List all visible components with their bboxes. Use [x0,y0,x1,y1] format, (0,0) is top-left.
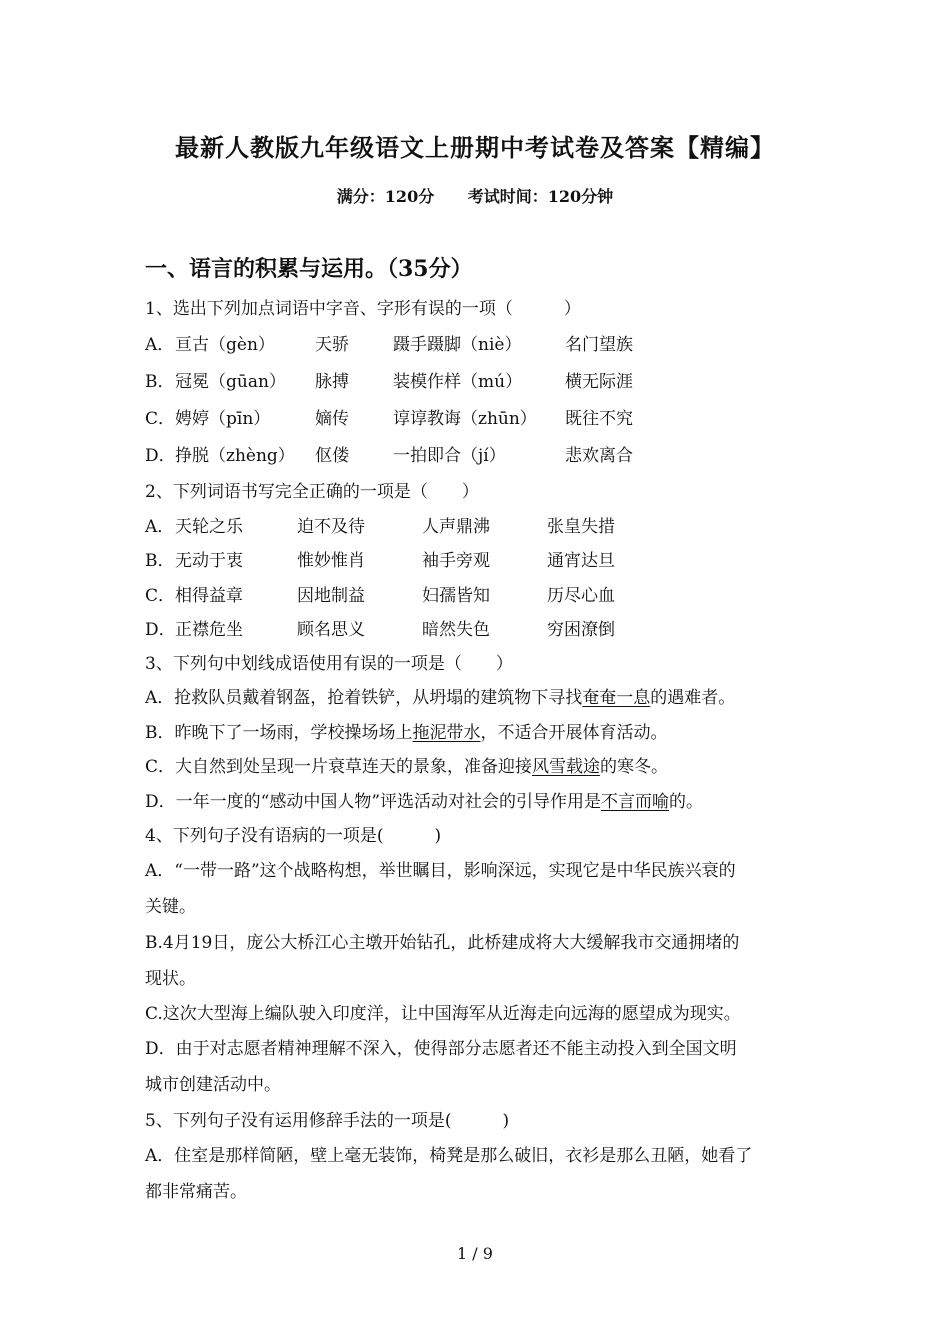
question-4-option-d-line-2: 城市创建活动中。 [145,1075,281,1095]
question-4-option-d-line-1: D．由于对志愿者精神理解不深入，使得部分志愿者还不能主动投入到全国文明 [145,1039,737,1059]
option-item: 挣脱（zhèng） [175,446,295,466]
question-4-option-a-line-2: 关键。 [145,897,196,917]
underlined-idiom: 奄奄一息 [582,688,651,708]
option-item: 蹑手蹑脚（niè） [393,335,522,355]
option-item: 因地制益 [297,586,365,606]
option-item: 横无际涯 [565,372,633,392]
option-item: 张皇失措 [547,517,615,537]
option-text: D．一年一度的“感动中国人物”评选活动对社会的引导作用是 [145,792,602,812]
option-item: 顾名思义 [297,620,365,640]
option-item: 历尽心血 [547,586,615,606]
option-item: 娉婷（pīn） [175,409,271,429]
option-item: 正襟危坐 [175,620,243,640]
option-item: 天骄 [315,335,349,355]
option-letter: A． [145,335,175,355]
question-4-stem: 4、下列句子没有语病的一项是( ) [145,826,442,846]
option-item: 暗然失色 [422,620,490,640]
option-item: 一拍即合（jí） [393,446,506,466]
option-text: 的。 [669,792,704,812]
question-1-stem: 1、选出下列加点词语中字音、字形有误的一项（ ） [145,299,581,319]
question-2-option-c [145,581,615,606]
question-4-option-b-line-1: B.4月19日，庞公大桥江心主墩开始钻孔，此桥建成将大大缓解我市交通拥堵的 [145,933,740,953]
option-letter: C． [145,409,176,429]
question-3-option-a [145,683,735,708]
question-2-option-b [145,546,615,571]
question-4-option-c: C.这次大型海上编队驶入印度洋，让中国海军从近海走向远海的愿望成为现实。 [145,1004,741,1024]
option-text: C．大自然到处呈现一片衰草连天的景象，准备迎接 [145,757,533,777]
option-text: A．抢救队员戴着钢盔，抢着铁铲，从坍塌的建筑物下寻找 [145,688,583,708]
option-item: 袖手旁观 [422,551,490,571]
question-3-option-b [145,718,668,743]
question-3-stem: 3、下列句中划线成语使用有误的一项是（ ） [145,654,513,674]
option-item: 脉搏 [315,372,349,392]
page-title: 最新人教版九年级语文上册期中考试卷及答案【精编】 [175,133,775,162]
option-text: 的遇难者。 [650,688,736,708]
full-score: 满分：120分 [336,187,435,206]
option-item: 伛偻 [315,446,349,466]
option-item: 装模作样（mú） [393,372,523,392]
option-item: 惟妙惟肖 [297,551,365,571]
option-item: 无动于衷 [175,551,243,571]
underlined-idiom: 拖泥带水 [412,723,481,743]
option-letter: D． [145,620,176,640]
option-letter: B． [145,372,175,392]
option-item: 嫡传 [315,409,349,429]
exam-meta [0,184,950,207]
option-letter: B． [145,551,175,571]
option-item: 穷困潦倒 [547,620,615,640]
option-item: 既往不究 [565,409,633,429]
exam-time: 考试时间：120分钟 [467,187,614,206]
option-item: 通宵达旦 [547,551,615,571]
option-item: 人声鼎沸 [422,517,490,537]
option-text: B．昨晚下了一场雨，学校操场场上 [145,723,413,743]
question-5-stem: 5、下列句子没有运用修辞手法的一项是( ) [145,1111,510,1131]
option-item: 天轮之乐 [175,517,243,537]
question-1-option-d [145,441,633,466]
question-2-option-d [145,615,615,640]
question-5-option-a-line-2: 都非常痛苦。 [145,1182,247,1202]
question-3-option-c [145,752,668,777]
option-letter: C． [145,586,176,606]
question-1-option-b [145,367,633,392]
option-letter: A． [145,517,175,537]
option-item: 名门望族 [565,335,633,355]
option-item: 亘古（gèn） [175,335,275,355]
question-4-option-a-line-1: A．“一带一路”这个战略构想，举世瞩目，影响深远，实现它是中华民族兴衰的 [145,861,736,881]
option-text: 的寒冬。 [600,757,669,777]
option-item: 妇孺皆知 [422,586,490,606]
option-letter: D． [145,446,176,466]
question-1-option-a [145,330,633,355]
option-item: 谆谆教诲（zhūn） [393,409,537,429]
option-item: 相得益章 [175,586,243,606]
question-4-option-b-line-2: 现状。 [145,969,196,989]
question-2-option-a [145,512,615,537]
option-item: 悲欢离合 [565,446,633,466]
option-text: ，不适合开展体育活动。 [480,723,668,743]
question-3-option-d [145,787,703,812]
section-heading: 一、语言的积累与运用。（35分） [145,256,473,282]
question-1-option-c [145,404,633,429]
option-item: 迫不及待 [297,517,365,537]
page-number: 1 / 9 [457,1244,493,1263]
question-5-option-a-line-1: A．住室是那样简陋，壁上毫无装饰，椅凳是那么破旧，衣衫是那么丑陋，她看了 [145,1146,753,1166]
question-2-stem: 2、下列词语书写完全正确的一项是（ ） [145,482,479,502]
option-item: 冠冕（gūan） [175,372,286,392]
underlined-idiom: 不言而喻 [601,792,670,812]
underlined-idiom: 风雪载途 [532,757,601,777]
